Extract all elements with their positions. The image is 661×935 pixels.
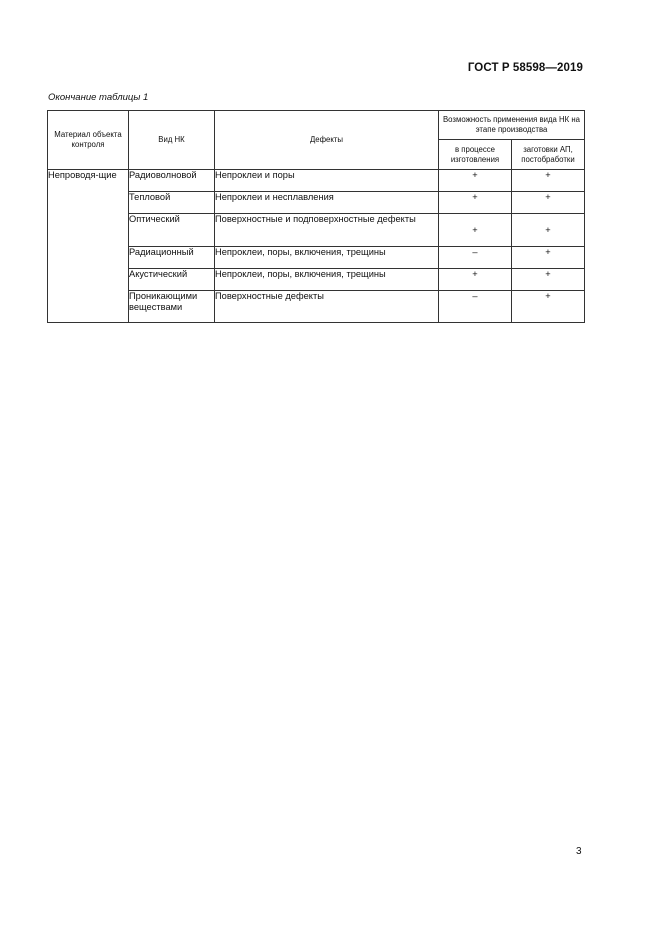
during-manufacture-mark: + — [439, 269, 512, 291]
during-manufacture-mark: + — [439, 192, 512, 214]
nk-type-cell: Тепловой — [129, 192, 215, 214]
nk-type-cell: Оптический — [129, 214, 215, 247]
after-processing-mark: + — [512, 269, 585, 291]
after-processing-mark: + — [512, 192, 585, 214]
table-row — [48, 170, 585, 192]
document-code: ГОСТ Р 58598—2019 — [467, 62, 583, 74]
defects-cell: Непроклеи и поры — [215, 170, 439, 192]
during-manufacture-mark: + — [439, 214, 512, 247]
table-row — [48, 291, 585, 323]
table-caption: Окончание таблицы 1 — [48, 92, 149, 103]
after-processing-mark: + — [512, 247, 585, 269]
defects-cell: Поверхностные и подповерхностные дефекты — [215, 214, 439, 247]
nk-type-cell: Проникающими веществами — [129, 291, 215, 323]
table-row — [48, 214, 585, 247]
header-nk-type: Вид НК — [129, 111, 215, 170]
after-processing-mark: + — [512, 170, 585, 192]
table-row — [48, 247, 585, 269]
header-defects: Дефекты — [215, 111, 439, 170]
table-row — [48, 192, 585, 214]
nk-type-cell: Акустический — [129, 269, 215, 291]
after-processing-mark: + — [512, 291, 585, 323]
defects-cell: Непроклеи, поры, включения, трещины — [215, 269, 439, 291]
header-applicability: Возможность применения вида НК на этапе производства — [439, 111, 585, 140]
header-material: Материал объекта контроля — [48, 111, 129, 170]
applicability-table — [47, 110, 585, 323]
page-number: 3 — [576, 846, 582, 857]
during-manufacture-mark: – — [439, 291, 512, 323]
header-after-processing: заготовки АП, постобработки — [512, 140, 585, 170]
nk-type-cell: Радиоволновой — [129, 170, 215, 192]
material-cell: Непроводя-щие — [48, 170, 129, 323]
defects-cell: Непроклеи и несплавления — [215, 192, 439, 214]
header-during-manufacture: в процессе изготовления — [439, 140, 512, 170]
defects-cell: Поверхностные дефекты — [215, 291, 439, 323]
table-row — [48, 269, 585, 291]
during-manufacture-mark: + — [439, 170, 512, 192]
nk-type-cell: Радиационный — [129, 247, 215, 269]
after-processing-mark: + — [512, 214, 585, 247]
during-manufacture-mark: – — [439, 247, 512, 269]
defects-cell: Непроклеи, поры, включения, трещины — [215, 247, 439, 269]
